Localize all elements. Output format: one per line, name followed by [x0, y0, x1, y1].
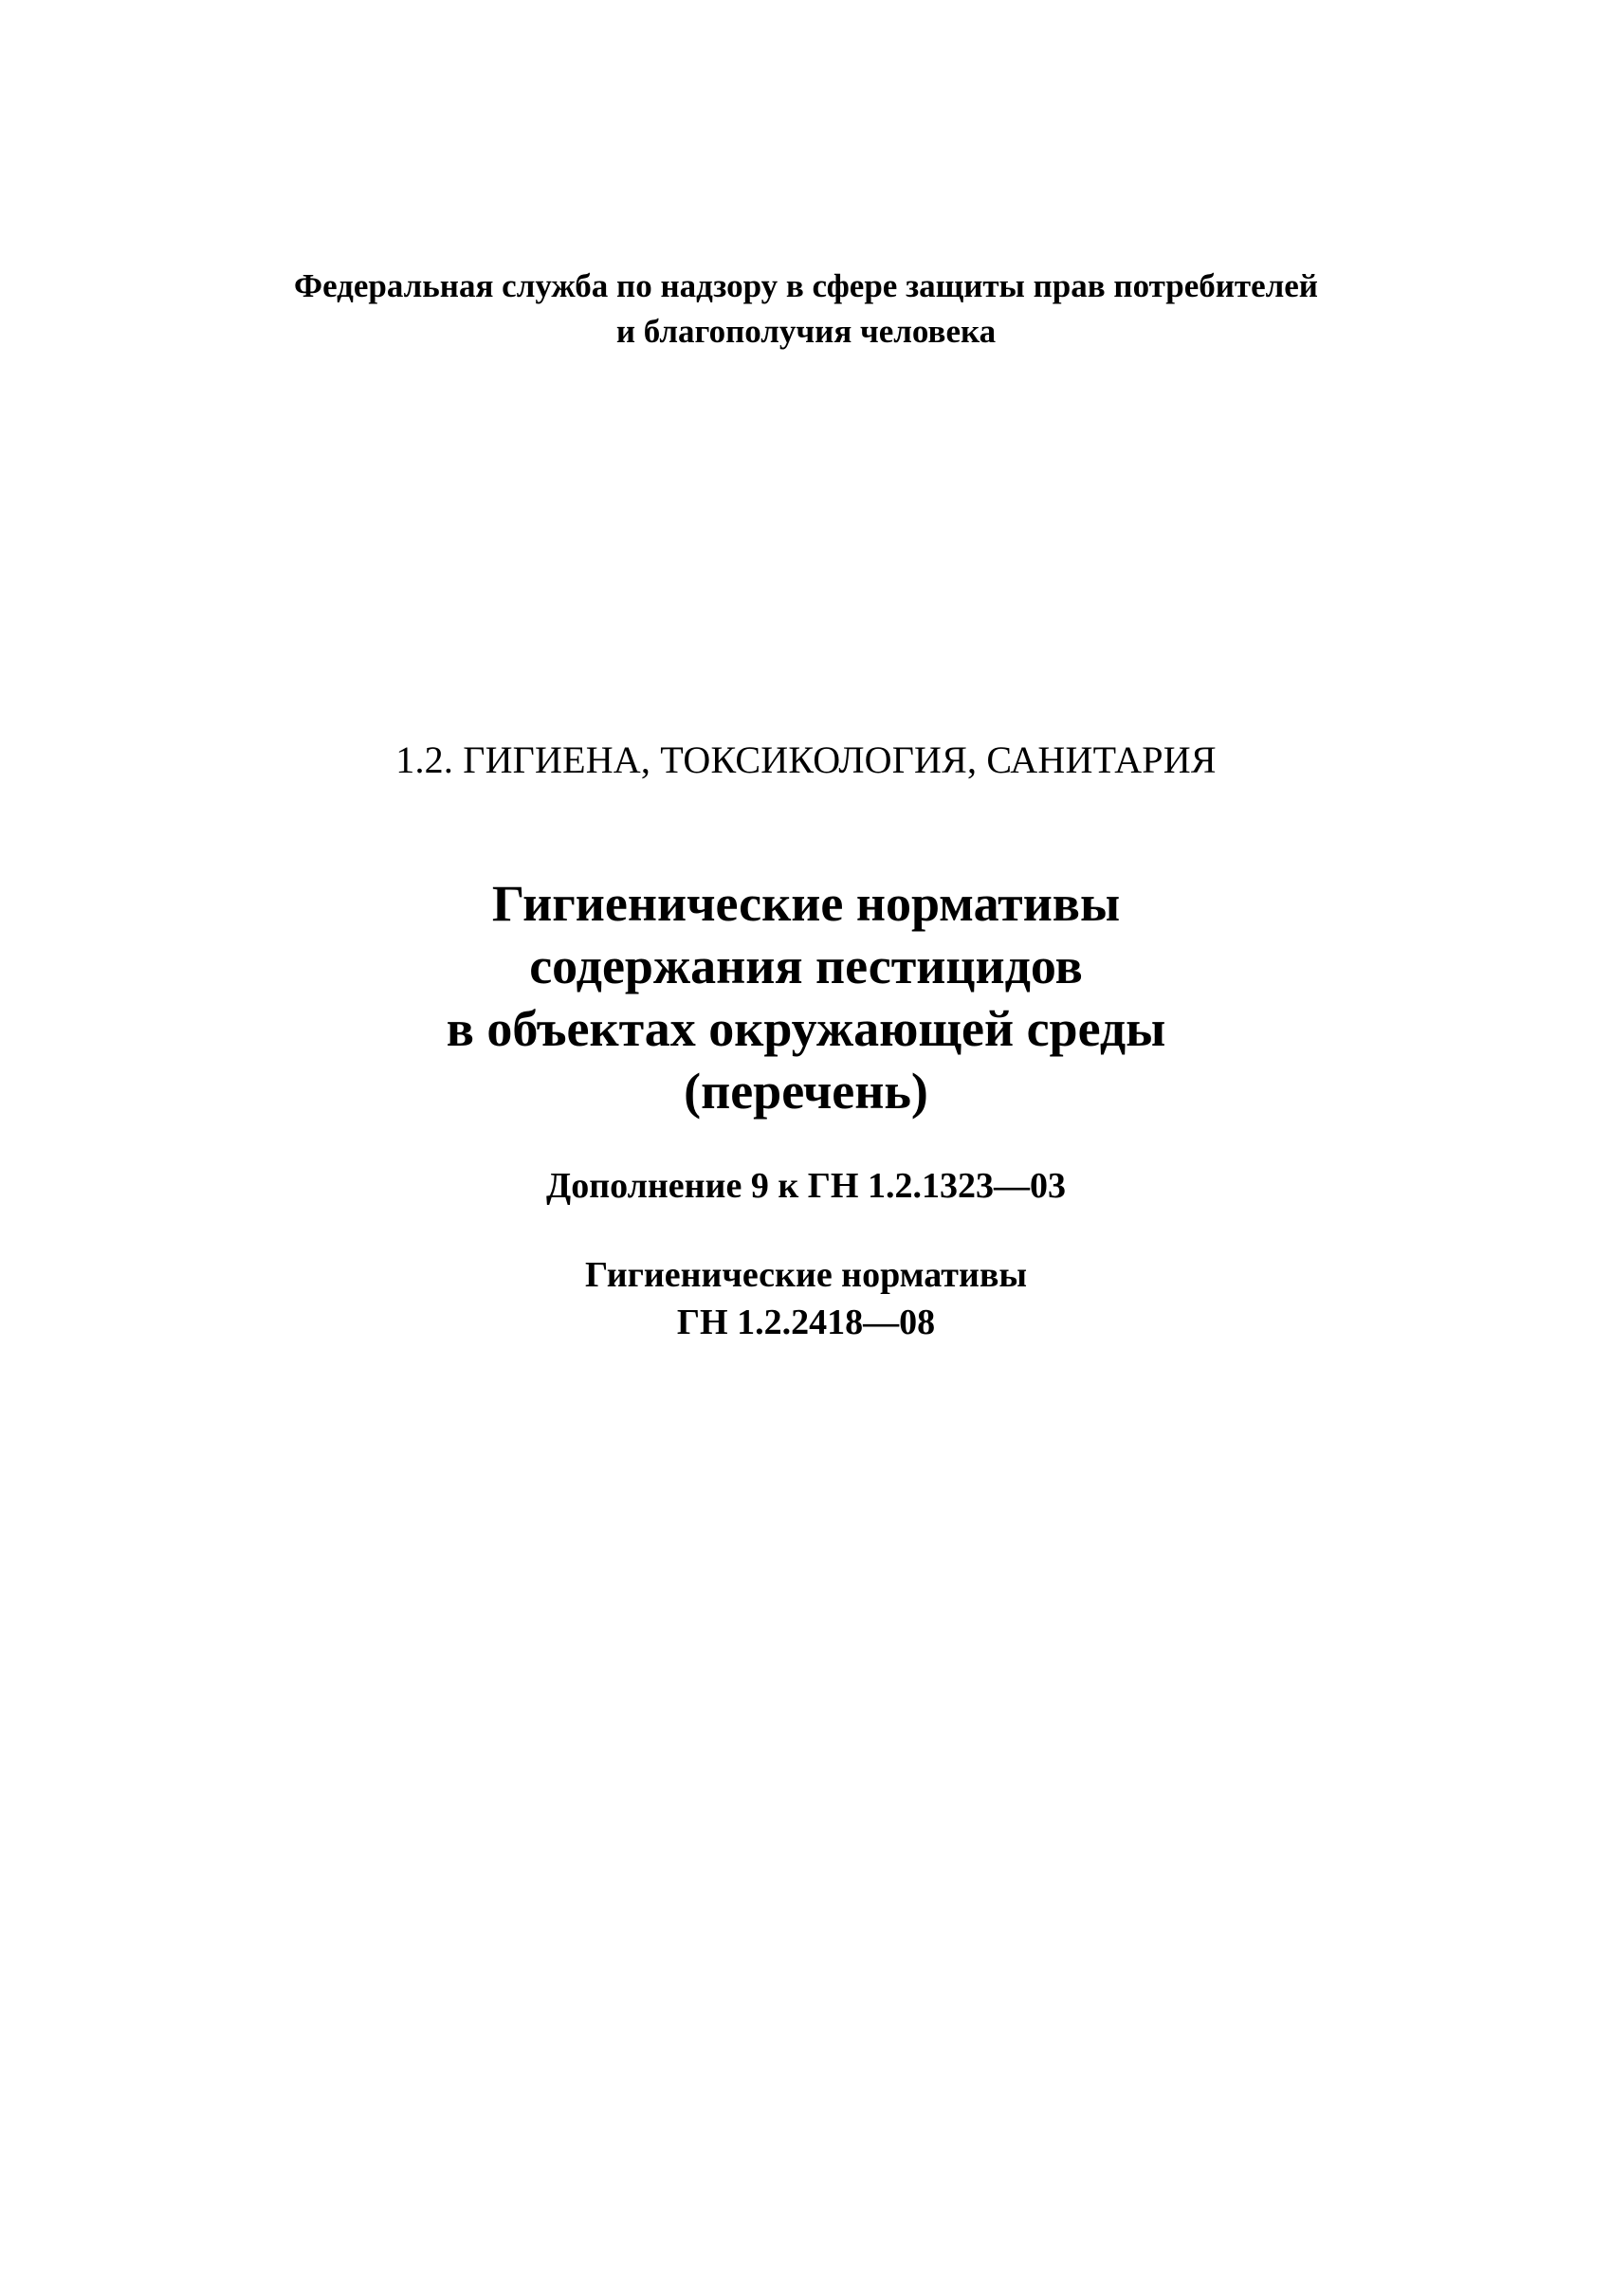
- agency-header: [0, 264, 1612, 355]
- agency-line-2: и благополучия человека: [615, 313, 997, 350]
- norms-line-1: Гигиенические нормативы: [584, 1255, 1028, 1295]
- agency-line-1: Федеральная служба по надзору в сфере защиты прав потребителей: [294, 267, 1318, 304]
- supplement-note: [0, 1161, 1612, 1211]
- title-line-1: Гигиенические нормативы: [491, 875, 1121, 932]
- title-line-3: в объектах окружающей среды: [446, 1000, 1166, 1057]
- norms-line-2: ГН 1.2.2418—08: [676, 1303, 936, 1342]
- section-label: 1.2. ГИГИЕНА, ТОКСИКОЛОГИЯ, САНИТАРИЯ: [395, 738, 1217, 781]
- title-line-4: (перечень): [684, 1063, 928, 1120]
- section-heading: [0, 735, 1612, 786]
- norms-designation: [0, 1251, 1612, 1346]
- document-title: [0, 872, 1612, 1122]
- title-line-2: содержания пестицидов: [529, 938, 1083, 994]
- supplement-text: Дополнение 9 к ГН 1.2.1323—03: [546, 1166, 1066, 1206]
